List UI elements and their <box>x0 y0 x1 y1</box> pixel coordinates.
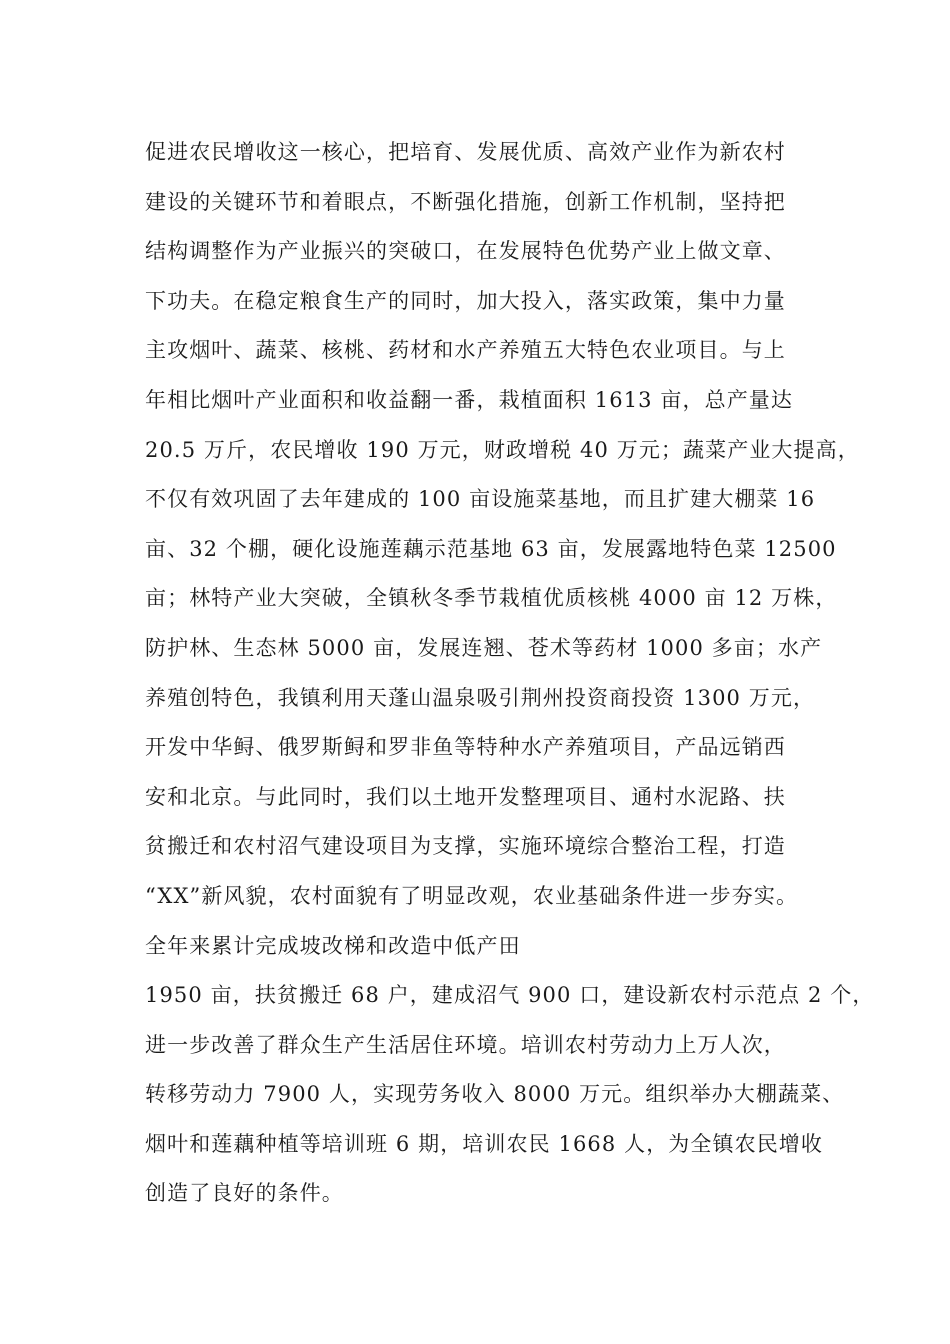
text-line: 养殖创特色，我镇利用天蓬山温泉吸引荆州投资商投资 1300 万元， <box>145 685 816 710</box>
text-line: 1950 亩，扶贫搬迁 68 户，建成沼气 900 口，建设新农村示范点 2 个， <box>145 983 875 1008</box>
text-line: 建设的关键环节和着眼点，不断强化措施，创新工作机制，坚持把 <box>145 189 786 214</box>
text-line: 下功夫。在稳定粮食生产的同时，加大投入，落实政策，集中力量 <box>145 288 786 313</box>
text-line: 创造了良好的条件。 <box>145 1181 344 1206</box>
text-line: 促进农民增收这一核心，把培育、发展优质、高效产业作为新农村 <box>145 140 786 164</box>
text-line: 亩、32 个棚，硬化设施莲藕示范基地 63 亩，发展露地特色菜 12500 <box>145 536 837 561</box>
text-line: 20.5 万斤，农民增收 190 万元，财政增税 40 万元；蔬菜产业大提高， <box>145 437 860 462</box>
text-line: 防护林、生态林 5000 亩，发展连翘、苍术等药材 1000 多亩；水产 <box>145 635 823 660</box>
text-line: 安和北京。与此同时，我们以土地开发整理项目、通村水泥路、扶 <box>145 784 786 809</box>
text-line: 结构调整作为产业振兴的突破口，在发展特色优势产业上做文章、 <box>145 239 786 264</box>
text-line: 不仅有效巩固了去年建成的 100 亩设施菜基地，而且扩建大棚菜 16 <box>145 487 816 512</box>
text-line: 主攻烟叶、蔬菜、核桃、药材和水产养殖五大特色农业项目。与上 <box>145 338 786 363</box>
text-line: 开发中华鲟、俄罗斯鲟和罗非鱼等特种水产养殖项目，产品远销西 <box>145 735 786 760</box>
text-line: 贫搬迁和农村沼气建设项目为支撑，实施环境综合整治工程，打造 <box>145 834 786 859</box>
text-line: 转移劳动力 7900 人，实现劳务收入 8000 万元。组织举办大棚蔬菜、 <box>145 1082 845 1107</box>
text-line: 进一步改善了群众生产生活居住环境。培训农村劳动力上万人次， <box>145 1032 786 1057</box>
text-line: 年相比烟叶产业面积和收益翻一番，栽植面积 1613 亩，总产量达 <box>145 387 793 412</box>
text-line: 烟叶和莲藕种植等培训班 6 期，培训农民 1668 人，为全镇农民增收 <box>145 1131 824 1156</box>
text-line: 全年来累计完成坡改梯和改造中低产田 <box>145 933 521 958</box>
text-line: “XX”新风貌，农村面貌有了明显改观，农业基础条件进一步夯实。 <box>145 883 799 908</box>
body-text <box>145 132 875 1223</box>
text-line: 亩；林特产业大突破，全镇秋冬季节栽植优质核桃 4000 亩 12 万株， <box>145 586 838 611</box>
